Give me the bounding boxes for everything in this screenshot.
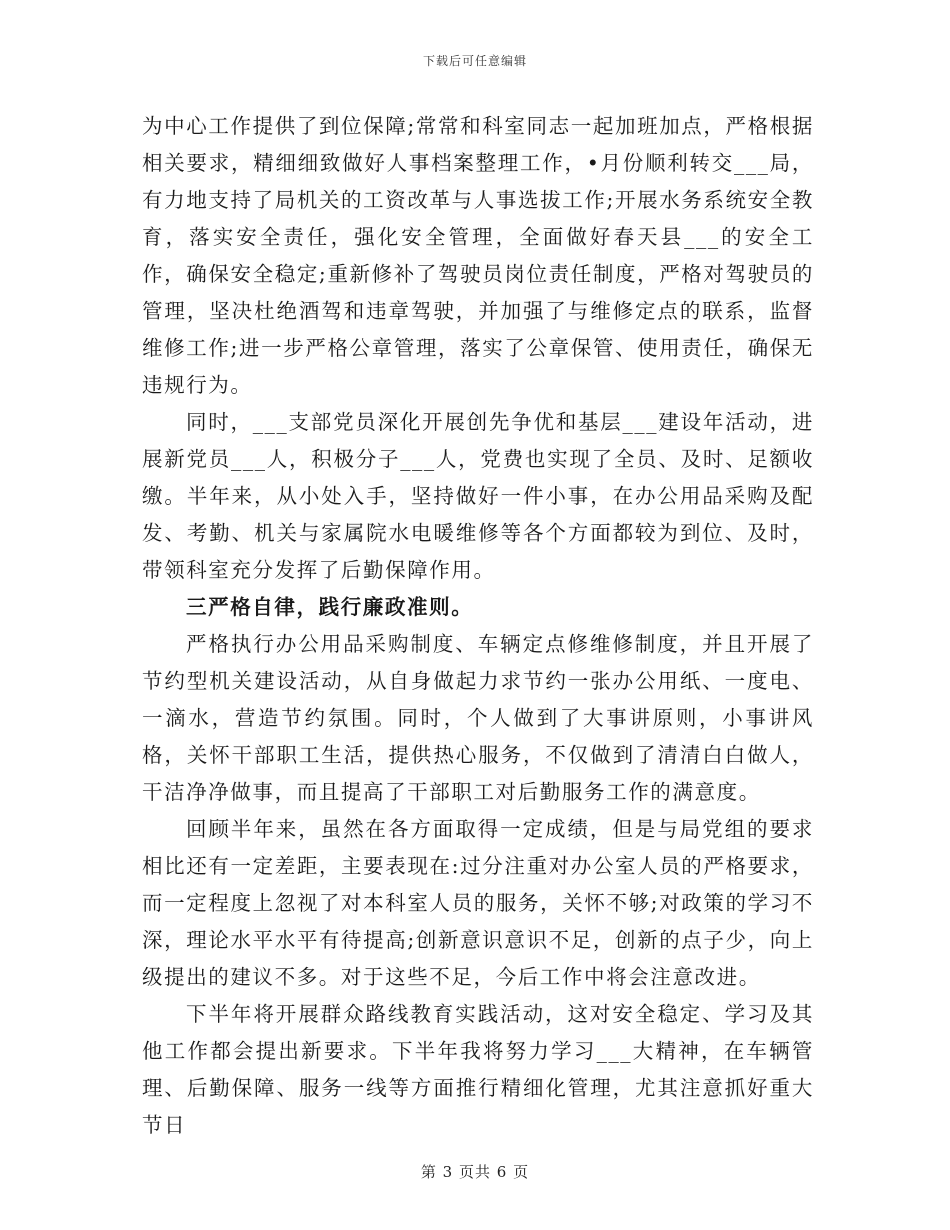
paragraph-party-work: 同时，___支部党员深化开展创先争优和基层___建设年活动，进展新党员___人，积极分子___人，党费也实现了全员、及时、足额收缴。半年来，从小处入手，坚持做好一件小事，在办公用品采购及配发、考勤、机关与家属院水电暖维修等各个方面都较为到位、及时，带领科室充分发挥了后勤保障作用。 [142,410,814,582]
paragraph-self-discipline: 严格执行办公用品采购制度、车辆定点修维修制度，并且开展了节约型机关建设活动，从自身做起力求节约一张办公用纸、一度电、一滴水，营造节约氛围。同时，个人做到了大事讲原则，小事讲风格，关怀干部职工生活，提供热心服务，不仅做到了清清白白做人，干洁净净做事，而且提高了干部职工对后勤服务工作的满意度。 [142,632,814,804]
page-header: 下载后可任意编辑 [422,54,527,68]
document-body [142,108,814,1144]
paragraph-continuation: 为中心工作提供了到位保障;常常和科室同志一起加班加点，严格根据相关要求，精细细致做好人事档案整理工作，•月份顺利转交___局，有力地支持了局机关的工资改革与人事选拔工作;开展水务系统安全教育，落实安全责任，强化安全管理，全面做好春天县___的安全工作，确保安全稳定;重新修补了驾驶员岗位责任制度，严格对驾驶员的管理，坚决杜绝酒驾和违章驾驶，并加强了与维修定点的联系，监督维修工作;进一步严格公章管理，落实了公章保管、使用责任，确保无违规行为。 [142,114,814,397]
paragraph-review: 回顾半年来，虽然在各方面取得一定成绩，但是与局党组的要求相比还有一定差距，主要表现在:过分注重对办公室人员的严格要求，而一定程度上忽视了对本科室人员的服务，关怀不够;对政策的学习不深，理论水平水平有待提高;创新意识意识不足，创新的点子少，向上级提出的建议不多。对于这些不足，今后工作中将会注意改进。 [142,817,814,989]
page-number: 第 3 页共 6 页 [420,1163,530,1181]
section-heading: 三严格自律，践行廉政准则。 [186,595,474,619]
paragraph-next-half-year: 下半年将开展群众路线教育实践活动，这对安全稳定、学习及其他工作都会提出新要求。下半年我将努力学习___大精神，在车辆管理、后勤保障、服务一线等方面推行精细化管理，尤其注意抓好重大节日 [142,1002,814,1137]
